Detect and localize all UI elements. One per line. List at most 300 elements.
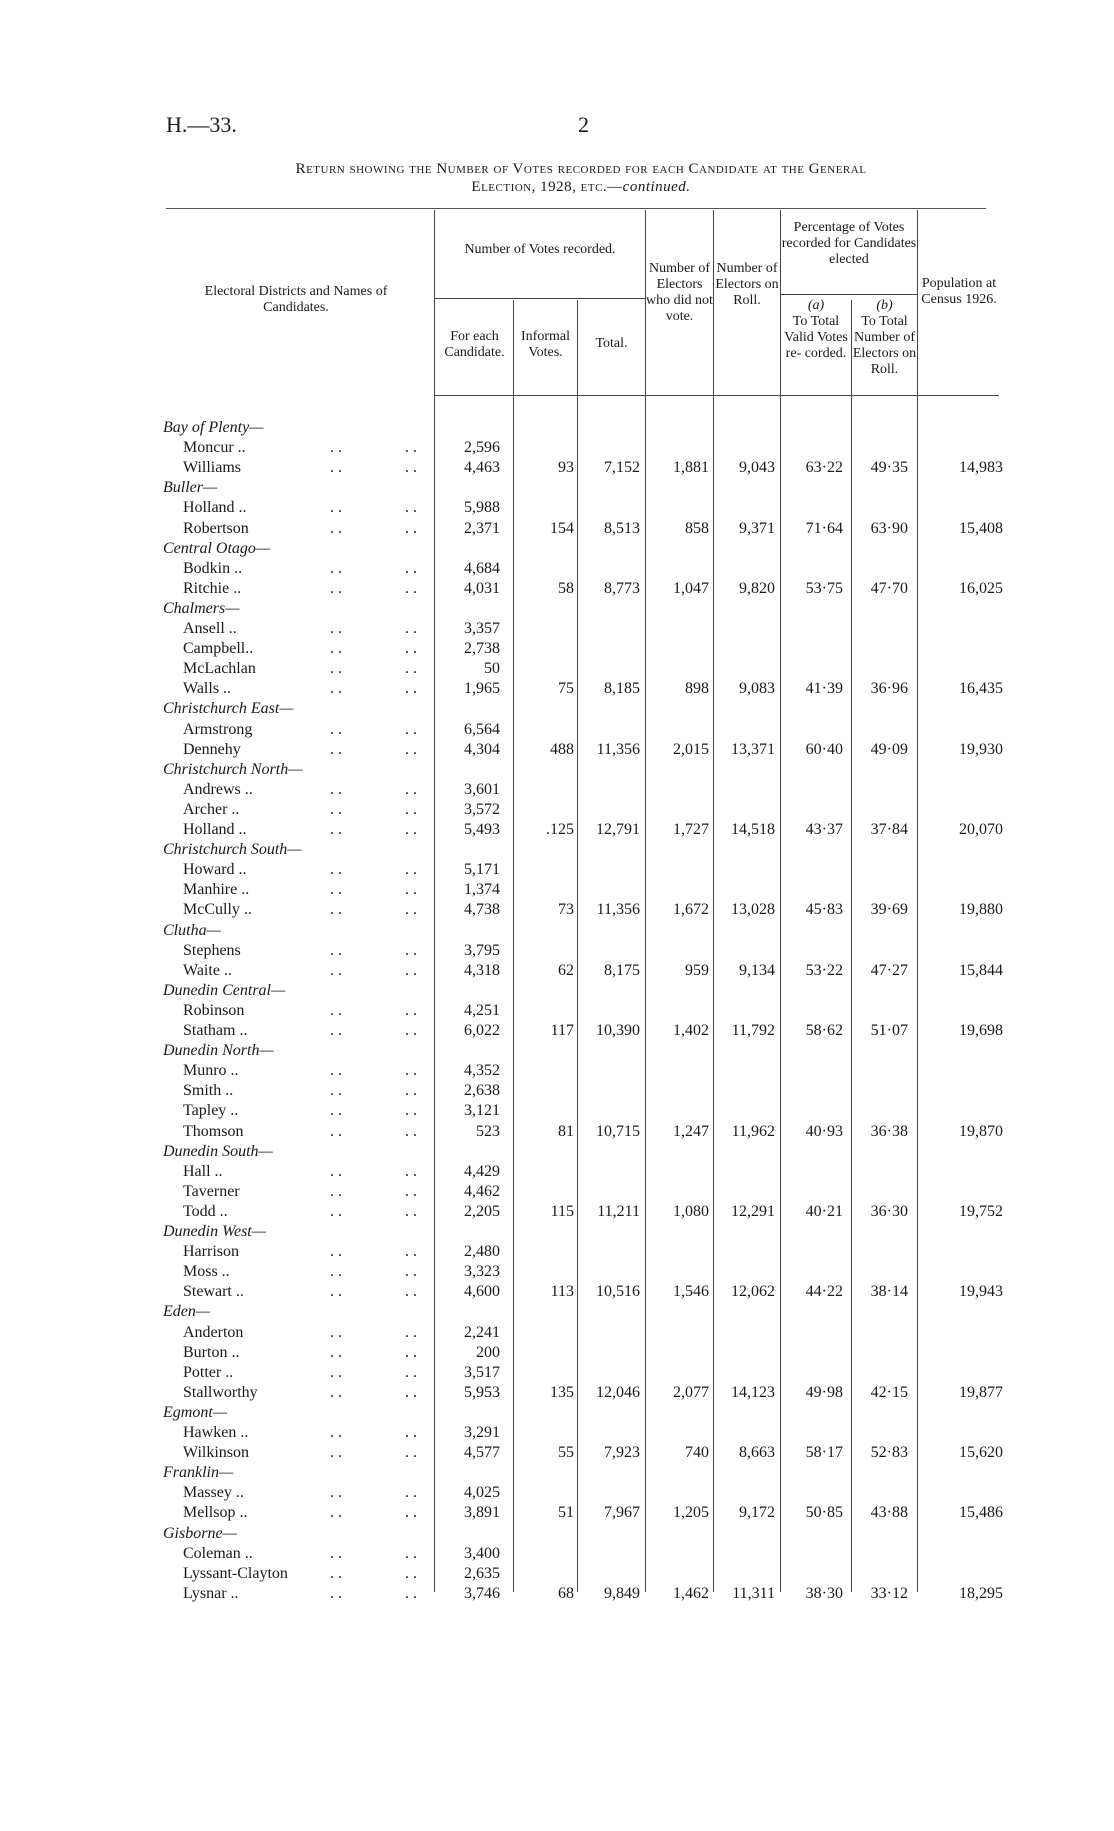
leader-dots: .. — [330, 821, 346, 838]
candidate-votes: 200 — [476, 1343, 500, 1361]
percent-valid-votes: 43·37 — [805, 821, 843, 838]
candidate-votes: 3,572 — [464, 800, 500, 818]
total-votes: 10,516 — [596, 1283, 640, 1301]
page-id: H.—33. — [166, 112, 237, 137]
district-row — [0, 921, 1114, 941]
candidate-name: Coleman .. — [183, 1544, 253, 1562]
candidate-name: Todd .. — [183, 1202, 228, 1220]
leader-dots: .. — [405, 1584, 421, 1602]
candidate-name: Waite .. — [183, 961, 232, 979]
electors-on-roll: 12,291 — [731, 1202, 775, 1220]
table-row — [0, 740, 1114, 760]
candidate-votes: 4,025 — [464, 1484, 500, 1502]
leader-dots: .. — [330, 579, 346, 597]
district-name: Franklin— — [163, 1464, 234, 1482]
total-votes: 11,356 — [596, 901, 640, 919]
header-pct-a — [781, 298, 851, 362]
district-name: Dunedin South— — [163, 1142, 273, 1160]
votes-group-rule — [434, 298, 645, 299]
candidate-name: Robinson — [183, 1001, 245, 1019]
table-row — [0, 780, 1114, 800]
district-name: Eden— — [163, 1303, 211, 1321]
electors-not-voted: 898 — [685, 680, 709, 698]
population-census: 15,486 — [959, 1504, 1003, 1522]
candidate-votes: 2,638 — [464, 1082, 500, 1100]
leader-dots: .. — [405, 1323, 421, 1341]
table-row — [0, 1443, 1114, 1463]
table-row — [0, 961, 1114, 981]
candidate-votes: 4,738 — [464, 901, 500, 919]
percent-electors: 52·83 — [870, 1444, 908, 1462]
header-pct-a-text: To Total Valid Votes re- corded. — [784, 314, 848, 361]
informal-votes: 73 — [558, 901, 574, 919]
candidate-votes: 50 — [484, 660, 500, 678]
electors-on-roll: 8,663 — [739, 1444, 775, 1462]
header-pct-b-label: (b) — [876, 298, 893, 313]
candidate-name: Stephens — [183, 941, 241, 959]
candidate-votes: 2,596 — [464, 439, 500, 457]
leader-dots: .. — [330, 740, 346, 758]
total-votes: 11,356 — [596, 740, 640, 758]
candidate-name: Hall .. — [183, 1162, 223, 1180]
leader-dots: .. — [405, 579, 421, 597]
leader-dots: .. — [330, 1584, 346, 1602]
informal-votes: 58 — [558, 579, 574, 597]
candidate-votes: 4,600 — [464, 1283, 500, 1301]
population-census: 15,620 — [959, 1444, 1003, 1462]
leader-dots: .. — [405, 620, 421, 637]
table-row — [0, 438, 1114, 458]
table-row — [0, 679, 1114, 699]
candidate-votes: 2,635 — [464, 1564, 500, 1582]
table-row — [0, 1564, 1114, 1584]
district-name: Bay of Plenty— — [163, 419, 264, 436]
population-census: 19,943 — [959, 1283, 1003, 1301]
leader-dots: .. — [330, 1544, 346, 1562]
leader-dots: .. — [330, 1363, 346, 1381]
total-votes: 7,967 — [604, 1504, 640, 1522]
table-row — [0, 659, 1114, 679]
candidate-votes: 2,205 — [464, 1202, 500, 1220]
leader-dots: .. — [405, 780, 421, 798]
leader-dots: .. — [330, 1424, 346, 1441]
candidate-name: Moncur .. — [183, 439, 246, 457]
candidate-votes: 523 — [476, 1122, 500, 1140]
leader-dots: .. — [330, 881, 346, 899]
leader-dots: .. — [405, 1062, 421, 1080]
total-votes: 12,046 — [596, 1383, 640, 1401]
candidate-name: Tapley .. — [183, 1102, 239, 1120]
total-votes: 10,715 — [596, 1122, 640, 1140]
candidate-votes: 3,291 — [464, 1424, 500, 1441]
leader-dots: .. — [405, 1001, 421, 1019]
total-votes: 8,185 — [604, 680, 640, 698]
electors-not-voted: 959 — [685, 961, 709, 979]
leader-dots: .. — [330, 1102, 346, 1120]
leader-dots: .. — [405, 459, 421, 477]
table-row — [0, 880, 1114, 900]
percent-valid-votes: 58·17 — [805, 1444, 843, 1462]
leader-dots: .. — [330, 1263, 346, 1281]
candidate-votes: 4,462 — [464, 1182, 500, 1200]
candidate-votes: 2,480 — [464, 1243, 500, 1261]
percent-electors: 33·12 — [870, 1584, 908, 1602]
leader-dots: .. — [330, 780, 346, 798]
table-row — [0, 559, 1114, 579]
leader-dots: .. — [330, 961, 346, 979]
leader-dots: .. — [330, 1202, 346, 1220]
leader-dots: .. — [330, 1504, 346, 1522]
leader-dots: .. — [405, 499, 421, 517]
table-row — [0, 1363, 1114, 1383]
leader-dots: .. — [330, 559, 346, 577]
candidate-name: Burton .. — [183, 1343, 240, 1361]
table-row — [0, 800, 1114, 820]
total-votes: 8,175 — [604, 961, 640, 979]
electors-not-voted: 1,462 — [673, 1584, 709, 1602]
percent-valid-votes: 44·22 — [805, 1283, 843, 1301]
candidate-name: Anderton — [183, 1323, 244, 1341]
district-name: Egmont— — [163, 1403, 227, 1421]
leader-dots: .. — [405, 1263, 421, 1281]
candidate-name: Armstrong — [183, 720, 253, 738]
candidate-votes: 1,965 — [464, 680, 500, 698]
total-votes: 8,513 — [604, 519, 640, 537]
leader-dots: .. — [405, 740, 421, 758]
candidate-name: Manhire .. — [183, 881, 250, 899]
leader-dots: .. — [330, 1001, 346, 1019]
leader-dots: .. — [330, 459, 346, 477]
district-row — [0, 539, 1114, 559]
informal-votes: 117 — [550, 1022, 574, 1039]
table-row — [0, 720, 1114, 740]
candidate-votes: 4,031 — [464, 579, 500, 597]
population-census: 19,752 — [959, 1202, 1003, 1220]
table-row — [0, 1503, 1114, 1523]
candidate-votes: 5,171 — [464, 861, 500, 879]
leader-dots: .. — [405, 720, 421, 738]
leader-dots: .. — [330, 519, 346, 537]
leader-dots: .. — [405, 660, 421, 678]
percent-valid-votes: 53·22 — [805, 961, 843, 979]
candidate-votes: 3,795 — [464, 941, 500, 959]
leader-dots: .. — [405, 1122, 421, 1140]
leader-dots: .. — [330, 1484, 346, 1502]
table-row — [0, 1162, 1114, 1182]
leader-dots: .. — [330, 620, 346, 637]
electors-on-roll: 9,371 — [739, 519, 775, 537]
percent-valid-votes: 38·30 — [805, 1584, 843, 1602]
district-name: Central Otago— — [163, 539, 271, 557]
leader-dots: .. — [405, 439, 421, 457]
population-census: 19,870 — [959, 1122, 1003, 1140]
total-votes: 7,923 — [604, 1444, 640, 1462]
leader-dots: .. — [330, 861, 346, 879]
table-row — [0, 1202, 1114, 1222]
title-line-2 — [166, 178, 996, 196]
header-on-roll: Number of Electors on Roll. — [715, 261, 779, 308]
leader-dots: .. — [330, 1082, 346, 1100]
population-census: 19,877 — [959, 1383, 1003, 1401]
electors-not-voted: 740 — [685, 1444, 709, 1462]
percent-electors: 43·88 — [870, 1504, 908, 1522]
percent-valid-votes: 63·22 — [805, 459, 843, 477]
population-census: 16,025 — [959, 579, 1003, 597]
candidate-name: Walls .. — [183, 680, 232, 698]
district-name: Dunedin North— — [163, 1042, 274, 1060]
electors-on-roll: 13,371 — [731, 740, 775, 758]
leader-dots: .. — [330, 941, 346, 959]
district-row — [0, 981, 1114, 1001]
leader-dots: .. — [405, 1564, 421, 1582]
leader-dots: .. — [405, 1424, 421, 1441]
title-line-1: Return showing the Number of Votes recorded for each Candidate at the General — [295, 161, 867, 177]
informal-votes: 62 — [558, 961, 574, 979]
candidate-name: Smith .. — [183, 1082, 234, 1100]
leader-dots: .. — [330, 1122, 346, 1140]
district-row — [0, 418, 1114, 438]
candidate-name: Munro .. — [183, 1062, 239, 1080]
electors-not-voted: 2,077 — [673, 1383, 709, 1401]
table-row — [0, 458, 1114, 478]
table-row — [0, 498, 1114, 518]
leader-dots: .. — [330, 499, 346, 517]
percent-electors: 36·30 — [870, 1202, 908, 1220]
informal-votes: 51 — [558, 1504, 574, 1522]
leader-dots: .. — [405, 1202, 421, 1220]
electors-on-roll: 14,123 — [731, 1383, 775, 1401]
percent-electors: 38·14 — [870, 1283, 908, 1301]
candidate-name: Bodkin .. — [183, 559, 243, 577]
table-row — [0, 1343, 1114, 1363]
leader-dots: .. — [330, 720, 346, 738]
candidate-name: Williams — [183, 459, 242, 477]
candidate-votes: 3,323 — [464, 1263, 500, 1281]
header-population: Population at Census 1926. — [921, 276, 997, 307]
leader-dots: .. — [405, 680, 421, 698]
candidate-votes: 3,121 — [464, 1102, 500, 1120]
total-votes: 9,849 — [604, 1584, 640, 1602]
district-row — [0, 1222, 1114, 1242]
candidate-name: Stallworthy — [183, 1383, 258, 1401]
candidate-votes: 3,357 — [464, 620, 500, 637]
candidate-name: McCully .. — [183, 901, 252, 919]
percent-valid-votes: 53·75 — [805, 579, 843, 597]
title-line-2-prefix: Election, 1928, etc.— — [471, 179, 623, 195]
table-row — [0, 639, 1114, 659]
leader-dots: .. — [405, 1102, 421, 1120]
leader-dots: .. — [330, 640, 346, 658]
percent-electors: 47·70 — [870, 579, 908, 597]
electors-not-voted: 1,546 — [673, 1283, 709, 1301]
candidate-name: Statham .. — [183, 1022, 248, 1039]
electors-not-voted: 1,672 — [673, 901, 709, 919]
candidate-votes: 3,891 — [464, 1504, 500, 1522]
district-row — [0, 478, 1114, 498]
candidate-name: Lysnar .. — [183, 1584, 239, 1602]
candidate-name: Wilkinson — [183, 1444, 250, 1462]
percent-valid-votes: 71·64 — [805, 519, 843, 537]
page-number: 2 — [578, 112, 589, 137]
informal-votes: 81 — [558, 1122, 574, 1140]
informal-votes: 135 — [550, 1383, 574, 1401]
leader-dots: .. — [330, 1564, 346, 1582]
leader-dots: .. — [405, 800, 421, 818]
leader-dots: .. — [330, 1162, 346, 1180]
table-row — [0, 1021, 1114, 1041]
leader-dots: .. — [405, 1383, 421, 1401]
percent-valid-votes: 40·93 — [805, 1122, 843, 1140]
percent-electors: 36·96 — [870, 680, 908, 698]
district-name: Christchurch East— — [163, 700, 294, 718]
candidate-name: Andrews .. — [183, 780, 253, 798]
table-row — [0, 860, 1114, 880]
leader-dots: .. — [405, 1283, 421, 1301]
percent-valid-votes: 45·83 — [805, 901, 843, 919]
leader-dots: .. — [405, 1343, 421, 1361]
table-top-rule — [166, 208, 986, 209]
leader-dots: .. — [330, 800, 346, 818]
table-row — [0, 1483, 1114, 1503]
candidate-name: Thomson — [183, 1122, 244, 1140]
population-census: 19,880 — [959, 901, 1003, 919]
table-row — [0, 519, 1114, 539]
candidate-votes: 4,251 — [464, 1001, 500, 1019]
candidate-name: Ansell .. — [183, 620, 237, 637]
leader-dots: .. — [405, 861, 421, 879]
leader-dots: .. — [405, 901, 421, 919]
header-bottom-rule — [434, 395, 999, 396]
header-pct-group: Percentage of Votes recorded for Candidates elected — [781, 220, 917, 267]
leader-dots: .. — [330, 1323, 346, 1341]
total-votes: 7,152 — [604, 459, 640, 477]
percent-valid-votes: 50·85 — [805, 1504, 843, 1522]
district-row — [0, 1403, 1114, 1423]
candidate-name: Howard .. — [183, 861, 247, 879]
population-census: 19,930 — [959, 740, 1003, 758]
electors-on-roll: 12,062 — [731, 1283, 775, 1301]
leader-dots: .. — [330, 1022, 346, 1039]
informal-votes: 488 — [550, 740, 574, 758]
candidate-votes: 5,988 — [464, 499, 500, 517]
leader-dots: .. — [330, 1444, 346, 1462]
candidate-votes: 3,517 — [464, 1363, 500, 1381]
candidate-name: Harrison — [183, 1243, 239, 1261]
candidate-votes: 5,953 — [464, 1383, 500, 1401]
table-row — [0, 1383, 1114, 1403]
leader-dots: .. — [405, 559, 421, 577]
leader-dots: .. — [330, 901, 346, 919]
candidate-name: Holland .. — [183, 821, 247, 838]
candidate-votes: 4,352 — [464, 1062, 500, 1080]
candidate-votes: 4,684 — [464, 559, 500, 577]
district-row — [0, 1524, 1114, 1544]
header-informal: Informal Votes. — [521, 329, 570, 360]
electors-on-roll: 9,820 — [739, 579, 775, 597]
header-not-voted: Number of Electors who did not vote. — [646, 261, 713, 324]
candidate-name: Stewart .. — [183, 1283, 244, 1301]
leader-dots: .. — [405, 519, 421, 537]
electors-not-voted: 1,881 — [673, 459, 709, 477]
electors-not-voted: 1,047 — [673, 579, 709, 597]
leader-dots: .. — [330, 1182, 346, 1200]
percent-electors: 39·69 — [870, 901, 908, 919]
district-row — [0, 699, 1114, 719]
percent-valid-votes: 49·98 — [805, 1383, 843, 1401]
candidate-votes: 6,022 — [464, 1022, 500, 1039]
electors-not-voted: 858 — [685, 519, 709, 537]
candidate-name: Campbell.. — [183, 640, 254, 658]
leader-dots: .. — [405, 1484, 421, 1502]
title-line-2-suffix: continued. — [622, 179, 691, 195]
candidate-votes: 5,493 — [464, 821, 500, 838]
electors-on-roll: 9,172 — [739, 1504, 775, 1522]
candidate-name: McLachlan — [183, 660, 256, 678]
leader-dots: .. — [405, 961, 421, 979]
header-total: Total. — [595, 336, 628, 351]
leader-dots: .. — [405, 941, 421, 959]
candidate-votes: 2,371 — [464, 519, 500, 537]
leader-dots: .. — [405, 640, 421, 658]
informal-votes: 68 — [558, 1584, 574, 1602]
leader-dots: .. — [405, 1022, 421, 1039]
header-pct-b — [852, 298, 917, 378]
header-pct-a-label: (a) — [807, 298, 825, 313]
candidate-votes: 4,577 — [464, 1444, 500, 1462]
candidate-votes: 3,400 — [464, 1544, 500, 1562]
table-row — [0, 1081, 1114, 1101]
pct-group-rule — [780, 294, 917, 295]
candidate-votes: 1,374 — [464, 881, 500, 899]
district-name: Buller— — [163, 479, 218, 497]
leader-dots: .. — [405, 1243, 421, 1261]
leader-dots: .. — [405, 1182, 421, 1200]
header-votes-group: Number of Votes recorded. — [464, 242, 616, 257]
population-census: 15,408 — [959, 519, 1003, 537]
candidate-name: Lyssant-Clayton — [183, 1564, 288, 1582]
leader-dots: .. — [405, 1082, 421, 1100]
candidate-name: Massey .. — [183, 1484, 244, 1502]
table-row — [0, 1122, 1114, 1142]
informal-votes: .125 — [546, 821, 574, 838]
table-row — [0, 1282, 1114, 1302]
electors-not-voted: 1,247 — [673, 1122, 709, 1140]
district-row — [0, 599, 1114, 619]
leader-dots: .. — [405, 881, 421, 899]
population-census: 18,295 — [959, 1584, 1003, 1602]
percent-valid-votes: 58·62 — [805, 1022, 843, 1039]
district-name: Christchurch North— — [163, 760, 303, 778]
leader-dots: .. — [405, 1363, 421, 1381]
district-row — [0, 1302, 1114, 1322]
district-row — [0, 1041, 1114, 1061]
total-votes: 10,390 — [596, 1022, 640, 1039]
informal-votes: 113 — [550, 1283, 574, 1301]
table-row — [0, 941, 1114, 961]
table-row — [0, 1001, 1114, 1021]
percent-electors: 51·07 — [870, 1022, 908, 1039]
candidate-votes: 4,318 — [464, 961, 500, 979]
electors-on-roll: 14,518 — [731, 821, 775, 838]
leader-dots: .. — [330, 1283, 346, 1301]
table-row — [0, 619, 1114, 639]
header-pct-b-text: To Total Number of Electors on Roll. — [852, 314, 917, 377]
percent-valid-votes: 60·40 — [805, 740, 843, 758]
percent-electors: 37·84 — [870, 821, 908, 838]
candidate-name: Dennehy — [183, 740, 241, 758]
candidate-name: Potter .. — [183, 1363, 234, 1381]
population-census: 15,844 — [959, 961, 1003, 979]
